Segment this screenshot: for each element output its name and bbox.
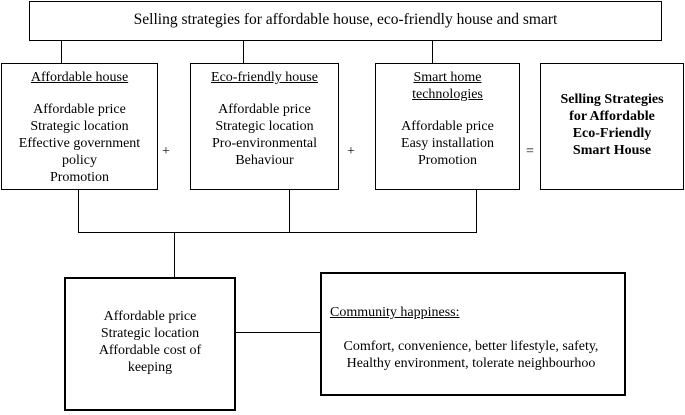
connector-title-smart (432, 40, 433, 63)
connector-title-eco (243, 40, 244, 63)
affordable-house-item: policy (62, 153, 97, 168)
connector-bottom-to-community (236, 332, 321, 333)
selling-strategies-result-box (540, 63, 684, 190)
eco-friendly-house-item: Affordable price (218, 102, 311, 117)
affordable-house-item: Affordable price (33, 102, 126, 117)
combined-strategy-item: Strategic location (100, 326, 200, 341)
smart-home-item: Promotion (417, 153, 478, 168)
result-line: Eco-Friendly (572, 126, 652, 141)
plus-operator: + (162, 144, 170, 159)
eco-friendly-house-item: Strategic location (215, 119, 314, 134)
combined-strategy-item: Affordable price (103, 309, 197, 324)
smart-home-technologies-box (375, 63, 520, 190)
connector-eco-down (289, 190, 290, 232)
affordable-house-heading: Affordable house (30, 70, 129, 85)
community-happiness-box (320, 272, 626, 396)
combined-strategies-box (64, 277, 236, 411)
result-line: Selling Strategies (560, 92, 664, 107)
community-happiness-heading: Community happiness: (330, 305, 460, 320)
smart-home-heading: Smart home (413, 70, 482, 85)
smart-home-item: Affordable price (401, 119, 494, 134)
connector-bus-to-bottom (174, 232, 175, 277)
affordable-house-box (1, 63, 158, 190)
smart-home-heading: technologies (412, 87, 483, 102)
eco-friendly-house-item: Pro-environmental (212, 136, 317, 151)
connector-title-affordable (61, 40, 62, 63)
community-happiness-line: Comfort, convenience, better lifestyle, safety, (343, 339, 599, 354)
smart-home-item: Easy installation (401, 136, 494, 151)
community-happiness-line: Healthy environment, tolerate neighbourhoo (346, 356, 596, 371)
title-box (29, 1, 662, 41)
equals-operator: = (526, 144, 534, 159)
connector-horizontal-bus (78, 232, 477, 233)
connector-affordable-down (78, 190, 79, 232)
eco-friendly-house-item: Behaviour (235, 153, 294, 168)
result-line: for Affordable (569, 109, 655, 124)
plus-operator: + (347, 144, 355, 159)
eco-friendly-house-heading: Eco-friendly house (211, 70, 318, 85)
eco-friendly-house-box (190, 63, 339, 190)
result-line: Smart House (572, 143, 652, 158)
affordable-house-item: Promotion (49, 170, 110, 185)
combined-strategy-item: keeping (127, 360, 173, 375)
connector-smart-down (476, 190, 477, 232)
diagram-title: Selling strategies for affordable house, eco-friendly house and smart (133, 11, 558, 28)
affordable-house-item: Strategic location (30, 119, 129, 134)
combined-strategy-item: Affordable cost of (98, 343, 202, 358)
affordable-house-item: Effective government (18, 136, 141, 151)
